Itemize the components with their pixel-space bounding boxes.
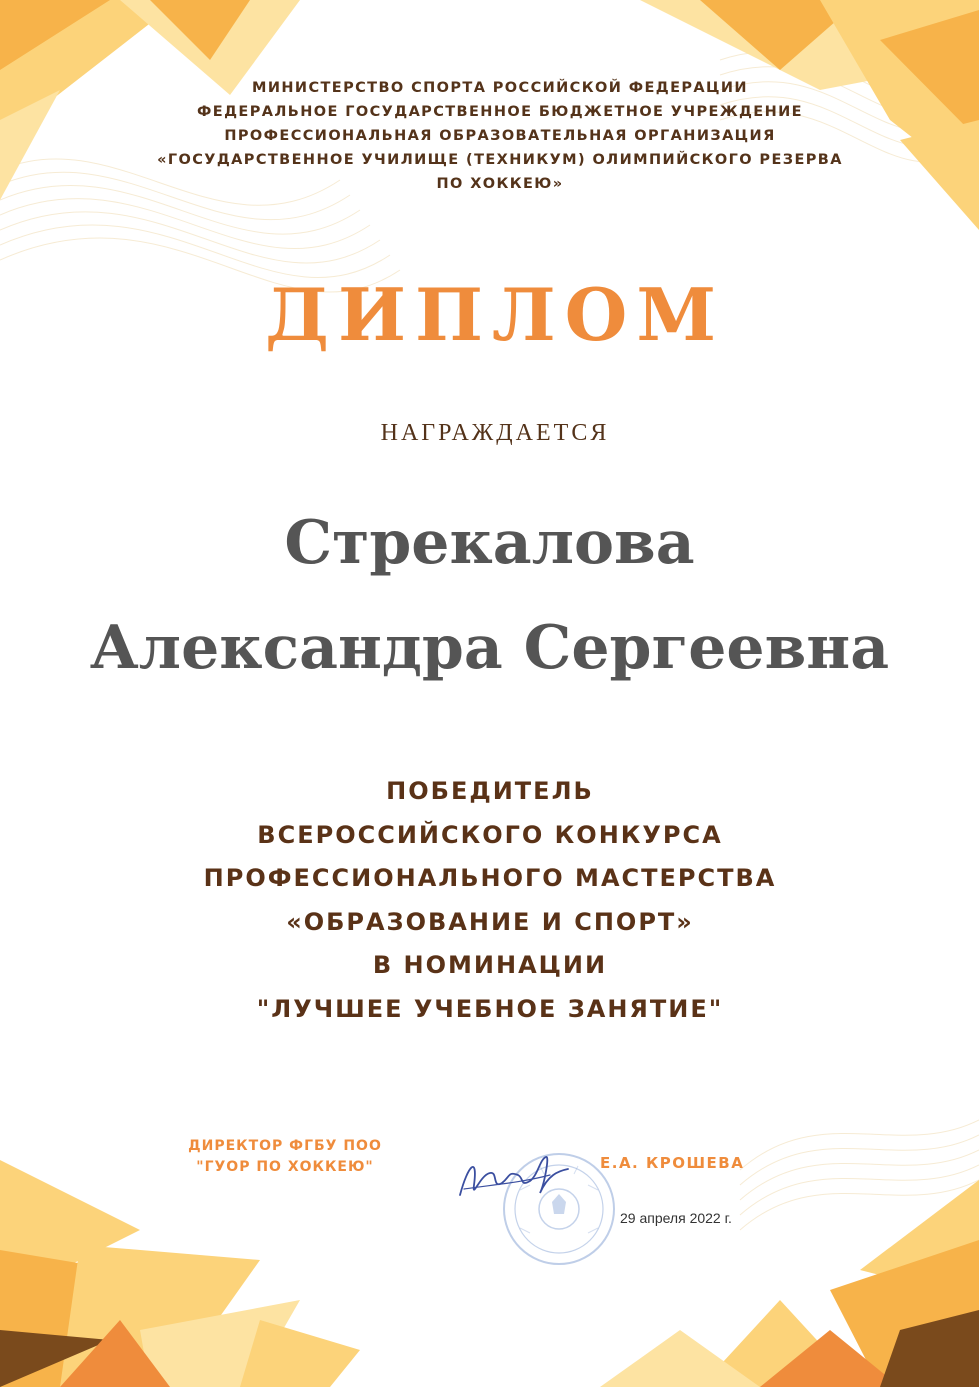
header-line: МИНИСТЕРСТВО СПОРТА РОССИЙСКОЙ ФЕДЕРАЦИИ xyxy=(252,80,748,96)
recipient-given-names: Александра Сергеевна xyxy=(89,613,890,683)
nomination-line: ВСЕРОССИЙСКОГО КОНКУРСА xyxy=(257,820,723,849)
header-line: «ГОСУДАРСТВЕННОЕ УЧИЛИЩЕ (ТЕХНИКУМ) ОЛИМПИЙСКОГО РЕЗЕРВА xyxy=(157,152,843,168)
director-name: Е.А. КРОШЕВА xyxy=(600,1154,745,1172)
nomination-line: "ЛУЧШЕЕ УЧЕБНОЕ ЗАНЯТИЕ" xyxy=(256,994,724,1023)
issue-date: 29 апреля 2022 г. xyxy=(620,1210,732,1226)
director-title-line: "ГУОР ПО ХОККЕЮ" xyxy=(196,1159,374,1175)
nomination-line: «ОБРАЗОВАНИЕ И СПОРТ» xyxy=(286,907,694,936)
header-line: ФЕДЕРАЛЬНОЕ ГОСУДАРСТВЕННОЕ БЮДЖЕТНОЕ УЧРЕЖДЕНИЕ xyxy=(197,104,803,120)
recipient-surname: Стрекалова xyxy=(284,508,695,578)
director-title xyxy=(160,1136,410,1178)
nomination-block xyxy=(60,770,920,1031)
header-line: ПО ХОККЕЮ» xyxy=(436,176,564,192)
awarded-label: НАГРАЖДАЕТСЯ xyxy=(380,420,610,446)
handwritten-signature-icon xyxy=(450,1145,580,1215)
bottom-left-corner-ornament xyxy=(0,1160,360,1387)
header-line: ПРОФЕССИОНАЛЬНАЯ ОБРАЗОВАТЕЛЬНАЯ ОРГАНИЗАЦИЯ xyxy=(224,128,776,144)
diploma-title: ДИПЛОМ xyxy=(264,272,726,357)
nomination-line: ПРОФЕССИОНАЛЬНОГО МАСТЕРСТВА xyxy=(203,864,777,892)
nomination-line: В НОМИНАЦИИ xyxy=(372,951,608,979)
nomination-line: ПОБЕДИТЕЛЬ xyxy=(386,777,594,805)
director-title-line: ДИРЕКТОР ФГБУ ПОО xyxy=(188,1138,382,1154)
issuing-organization-header xyxy=(80,76,920,196)
